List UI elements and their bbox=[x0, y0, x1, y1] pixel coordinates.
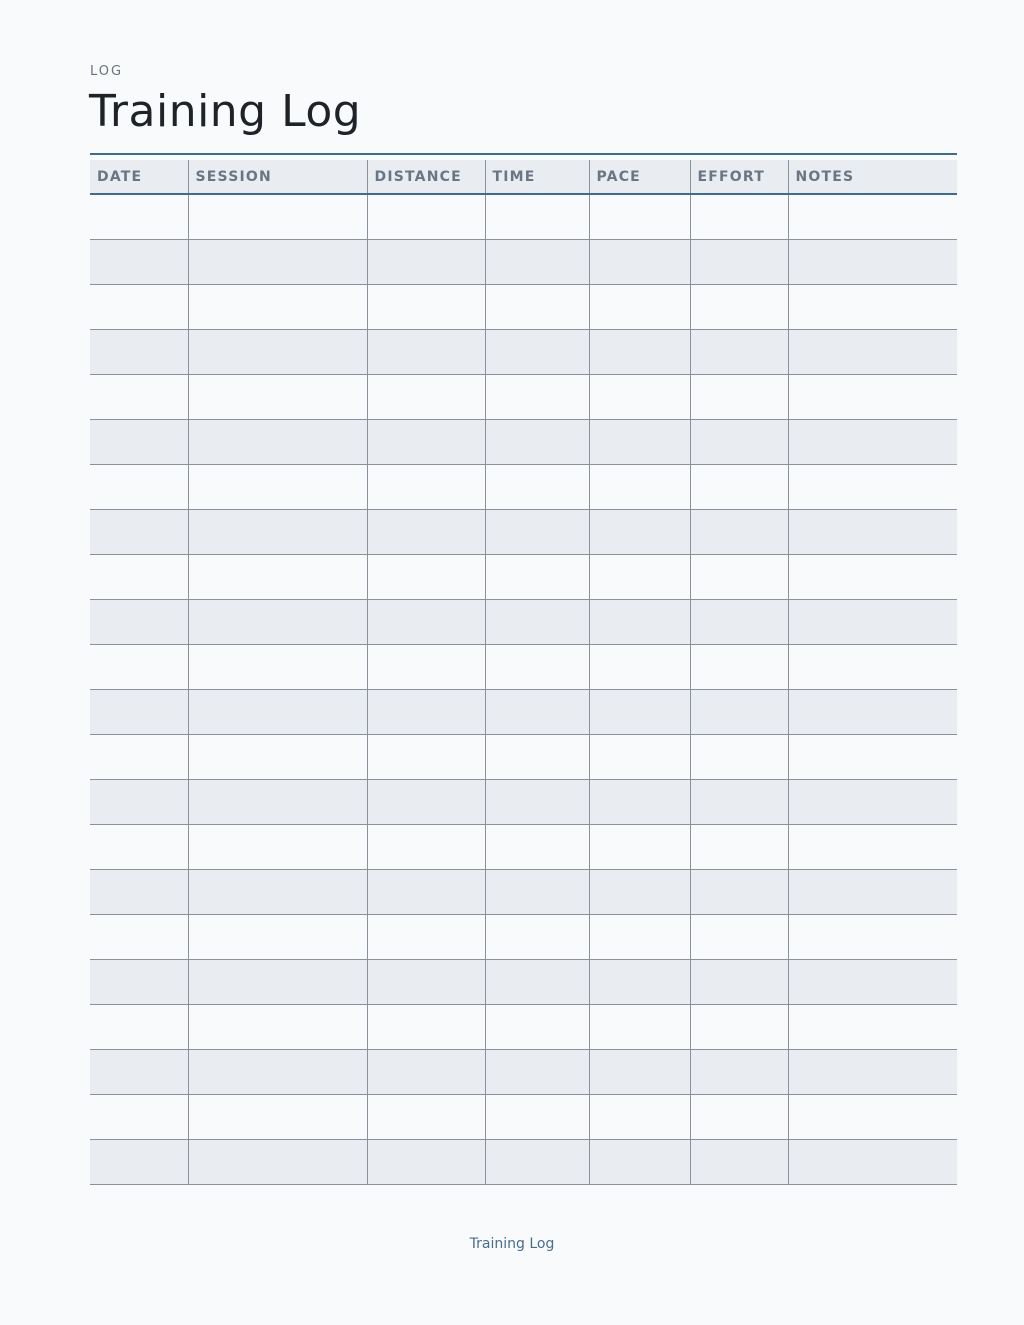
cell-pace[interactable] bbox=[589, 374, 690, 419]
column-header-date: DATE bbox=[90, 160, 188, 194]
table-body bbox=[90, 194, 957, 1184]
cell-session[interactable] bbox=[188, 779, 367, 824]
cell-effort[interactable] bbox=[690, 599, 788, 644]
cell-session[interactable] bbox=[188, 644, 367, 689]
cell-pace[interactable] bbox=[589, 284, 690, 329]
cell-pace[interactable] bbox=[589, 779, 690, 824]
table-row bbox=[90, 644, 957, 689]
cell-time[interactable] bbox=[485, 779, 589, 824]
cell-distance[interactable] bbox=[367, 734, 485, 779]
table-row bbox=[90, 239, 957, 284]
cell-distance[interactable] bbox=[367, 374, 485, 419]
cell-date[interactable] bbox=[90, 689, 188, 734]
table-row bbox=[90, 1094, 957, 1139]
cell-effort[interactable] bbox=[690, 734, 788, 779]
cell-pace[interactable] bbox=[589, 734, 690, 779]
cell-pace[interactable] bbox=[589, 824, 690, 869]
cell-pace[interactable] bbox=[589, 869, 690, 914]
table-row bbox=[90, 509, 957, 554]
cell-time[interactable] bbox=[485, 914, 589, 959]
column-header-session: SESSION bbox=[188, 160, 367, 194]
cell-date[interactable] bbox=[90, 1094, 188, 1139]
column-header-time: TIME bbox=[485, 160, 589, 194]
column-header-pace: PACE bbox=[589, 160, 690, 194]
cell-pace[interactable] bbox=[589, 599, 690, 644]
cell-distance[interactable] bbox=[367, 1049, 485, 1094]
cell-notes[interactable] bbox=[788, 239, 957, 284]
cell-effort[interactable] bbox=[690, 869, 788, 914]
cell-distance[interactable] bbox=[367, 554, 485, 599]
cell-effort[interactable] bbox=[690, 509, 788, 554]
cell-date[interactable] bbox=[90, 779, 188, 824]
cell-notes[interactable] bbox=[788, 194, 957, 239]
cell-session[interactable] bbox=[188, 419, 367, 464]
cell-notes[interactable] bbox=[788, 869, 957, 914]
table-row bbox=[90, 554, 957, 599]
cell-pace[interactable] bbox=[589, 1049, 690, 1094]
column-header-notes: NOTES bbox=[788, 160, 957, 194]
cell-distance[interactable] bbox=[367, 1004, 485, 1049]
cell-effort[interactable] bbox=[690, 464, 788, 509]
cell-time[interactable] bbox=[485, 1094, 589, 1139]
table-row bbox=[90, 1049, 957, 1094]
table-row bbox=[90, 734, 957, 779]
cell-date[interactable] bbox=[90, 869, 188, 914]
cell-pace[interactable] bbox=[589, 644, 690, 689]
cell-notes[interactable] bbox=[788, 1049, 957, 1094]
cell-time[interactable] bbox=[485, 419, 589, 464]
cell-distance[interactable] bbox=[367, 194, 485, 239]
cell-distance[interactable] bbox=[367, 1139, 485, 1184]
cell-session[interactable] bbox=[188, 464, 367, 509]
cell-pace[interactable] bbox=[589, 464, 690, 509]
cell-pace[interactable] bbox=[589, 914, 690, 959]
cell-date[interactable] bbox=[90, 599, 188, 644]
cell-effort[interactable] bbox=[690, 374, 788, 419]
cell-pace[interactable] bbox=[589, 959, 690, 1004]
table-row bbox=[90, 374, 957, 419]
cell-time[interactable] bbox=[485, 554, 589, 599]
cell-time[interactable] bbox=[485, 239, 589, 284]
cell-notes[interactable] bbox=[788, 554, 957, 599]
page-eyebrow: LOG bbox=[90, 64, 124, 79]
cell-distance[interactable] bbox=[367, 599, 485, 644]
cell-time[interactable] bbox=[485, 374, 589, 419]
cell-date[interactable] bbox=[90, 194, 188, 239]
cell-notes[interactable] bbox=[788, 509, 957, 554]
cell-notes[interactable] bbox=[788, 329, 957, 374]
cell-session[interactable] bbox=[188, 1004, 367, 1049]
cell-notes[interactable] bbox=[788, 1094, 957, 1139]
cell-effort[interactable] bbox=[690, 239, 788, 284]
cell-distance[interactable] bbox=[367, 464, 485, 509]
cell-date[interactable] bbox=[90, 239, 188, 284]
table-row bbox=[90, 419, 957, 464]
cell-session[interactable] bbox=[188, 329, 367, 374]
cell-date[interactable] bbox=[90, 509, 188, 554]
cell-distance[interactable] bbox=[367, 509, 485, 554]
cell-date[interactable] bbox=[90, 464, 188, 509]
cell-time[interactable] bbox=[485, 599, 589, 644]
cell-time[interactable] bbox=[485, 284, 589, 329]
cell-distance[interactable] bbox=[367, 1094, 485, 1139]
page-footer: Training Log bbox=[469, 1236, 555, 1252]
cell-date[interactable] bbox=[90, 1049, 188, 1094]
cell-effort[interactable] bbox=[690, 1004, 788, 1049]
table-row bbox=[90, 284, 957, 329]
cell-pace[interactable] bbox=[589, 1094, 690, 1139]
cell-time[interactable] bbox=[485, 869, 589, 914]
cell-date[interactable] bbox=[90, 824, 188, 869]
cell-effort[interactable] bbox=[690, 1094, 788, 1139]
cell-notes[interactable] bbox=[788, 374, 957, 419]
cell-effort[interactable] bbox=[690, 824, 788, 869]
table-row bbox=[90, 914, 957, 959]
cell-notes[interactable] bbox=[788, 419, 957, 464]
cell-date[interactable] bbox=[90, 1139, 188, 1184]
cell-date[interactable] bbox=[90, 419, 188, 464]
cell-pace[interactable] bbox=[589, 194, 690, 239]
cell-effort[interactable] bbox=[690, 1139, 788, 1184]
cell-time[interactable] bbox=[485, 734, 589, 779]
cell-session[interactable] bbox=[188, 374, 367, 419]
table-row bbox=[90, 1004, 957, 1049]
cell-time[interactable] bbox=[485, 644, 589, 689]
cell-session[interactable] bbox=[188, 599, 367, 644]
cell-session[interactable] bbox=[188, 869, 367, 914]
cell-effort[interactable] bbox=[690, 779, 788, 824]
cell-pace[interactable] bbox=[589, 239, 690, 284]
cell-pace[interactable] bbox=[589, 1139, 690, 1184]
cell-date[interactable] bbox=[90, 914, 188, 959]
cell-date[interactable] bbox=[90, 734, 188, 779]
table-row bbox=[90, 464, 957, 509]
cell-pace[interactable] bbox=[589, 509, 690, 554]
cell-date[interactable] bbox=[90, 554, 188, 599]
cell-session[interactable] bbox=[188, 1049, 367, 1094]
cell-distance[interactable] bbox=[367, 779, 485, 824]
table-row bbox=[90, 194, 957, 239]
cell-notes[interactable] bbox=[788, 914, 957, 959]
table-row bbox=[90, 599, 957, 644]
training-log-table bbox=[90, 160, 957, 1185]
cell-notes[interactable] bbox=[788, 959, 957, 1004]
cell-session[interactable] bbox=[188, 239, 367, 284]
cell-distance[interactable] bbox=[367, 824, 485, 869]
cell-notes[interactable] bbox=[788, 284, 957, 329]
cell-pace[interactable] bbox=[589, 554, 690, 599]
cell-session[interactable] bbox=[188, 959, 367, 1004]
table-row bbox=[90, 329, 957, 374]
cell-effort[interactable] bbox=[690, 329, 788, 374]
title-divider bbox=[90, 153, 957, 155]
cell-effort[interactable] bbox=[690, 914, 788, 959]
cell-effort[interactable] bbox=[690, 419, 788, 464]
cell-notes[interactable] bbox=[788, 464, 957, 509]
cell-notes[interactable] bbox=[788, 689, 957, 734]
cell-session[interactable] bbox=[188, 194, 367, 239]
cell-pace[interactable] bbox=[589, 1004, 690, 1049]
cell-session[interactable] bbox=[188, 689, 367, 734]
cell-distance[interactable] bbox=[367, 284, 485, 329]
cell-time[interactable] bbox=[485, 1004, 589, 1049]
cell-time[interactable] bbox=[485, 1049, 589, 1094]
cell-effort[interactable] bbox=[690, 554, 788, 599]
cell-session[interactable] bbox=[188, 734, 367, 779]
cell-notes[interactable] bbox=[788, 824, 957, 869]
cell-date[interactable] bbox=[90, 284, 188, 329]
table-header-row bbox=[90, 160, 957, 194]
cell-notes[interactable] bbox=[788, 734, 957, 779]
cell-notes[interactable] bbox=[788, 1139, 957, 1184]
cell-session[interactable] bbox=[188, 824, 367, 869]
cell-effort[interactable] bbox=[690, 284, 788, 329]
cell-session[interactable] bbox=[188, 554, 367, 599]
cell-distance[interactable] bbox=[367, 239, 485, 284]
table-row bbox=[90, 689, 957, 734]
cell-pace[interactable] bbox=[589, 329, 690, 374]
cell-notes[interactable] bbox=[788, 779, 957, 824]
cell-distance[interactable] bbox=[367, 644, 485, 689]
cell-date[interactable] bbox=[90, 374, 188, 419]
cell-session[interactable] bbox=[188, 509, 367, 554]
cell-time[interactable] bbox=[485, 194, 589, 239]
cell-time[interactable] bbox=[485, 464, 589, 509]
cell-time[interactable] bbox=[485, 1139, 589, 1184]
cell-date[interactable] bbox=[90, 1004, 188, 1049]
table-row bbox=[90, 779, 957, 824]
cell-pace[interactable] bbox=[589, 689, 690, 734]
cell-pace[interactable] bbox=[589, 419, 690, 464]
page-title: Training Log bbox=[89, 86, 362, 137]
cell-distance[interactable] bbox=[367, 419, 485, 464]
cell-session[interactable] bbox=[188, 1094, 367, 1139]
cell-session[interactable] bbox=[188, 284, 367, 329]
cell-effort[interactable] bbox=[690, 1049, 788, 1094]
cell-distance[interactable] bbox=[367, 329, 485, 374]
cell-notes[interactable] bbox=[788, 1004, 957, 1049]
cell-time[interactable] bbox=[485, 959, 589, 1004]
cell-date[interactable] bbox=[90, 329, 188, 374]
cell-effort[interactable] bbox=[690, 194, 788, 239]
table-row bbox=[90, 959, 957, 1004]
cell-time[interactable] bbox=[485, 509, 589, 554]
cell-time[interactable] bbox=[485, 329, 589, 374]
cell-date[interactable] bbox=[90, 644, 188, 689]
column-header-distance: DISTANCE bbox=[367, 160, 485, 194]
cell-session[interactable] bbox=[188, 1139, 367, 1184]
cell-effort[interactable] bbox=[690, 959, 788, 1004]
cell-distance[interactable] bbox=[367, 869, 485, 914]
table-row bbox=[90, 824, 957, 869]
cell-date[interactable] bbox=[90, 959, 188, 1004]
cell-distance[interactable] bbox=[367, 689, 485, 734]
cell-effort[interactable] bbox=[690, 644, 788, 689]
cell-distance[interactable] bbox=[367, 914, 485, 959]
cell-notes[interactable] bbox=[788, 644, 957, 689]
cell-time[interactable] bbox=[485, 824, 589, 869]
table-row bbox=[90, 1139, 957, 1184]
cell-distance[interactable] bbox=[367, 959, 485, 1004]
column-header-effort: EFFORT bbox=[690, 160, 788, 194]
cell-notes[interactable] bbox=[788, 599, 957, 644]
cell-effort[interactable] bbox=[690, 689, 788, 734]
table-row bbox=[90, 869, 957, 914]
cell-time[interactable] bbox=[485, 689, 589, 734]
cell-session[interactable] bbox=[188, 914, 367, 959]
